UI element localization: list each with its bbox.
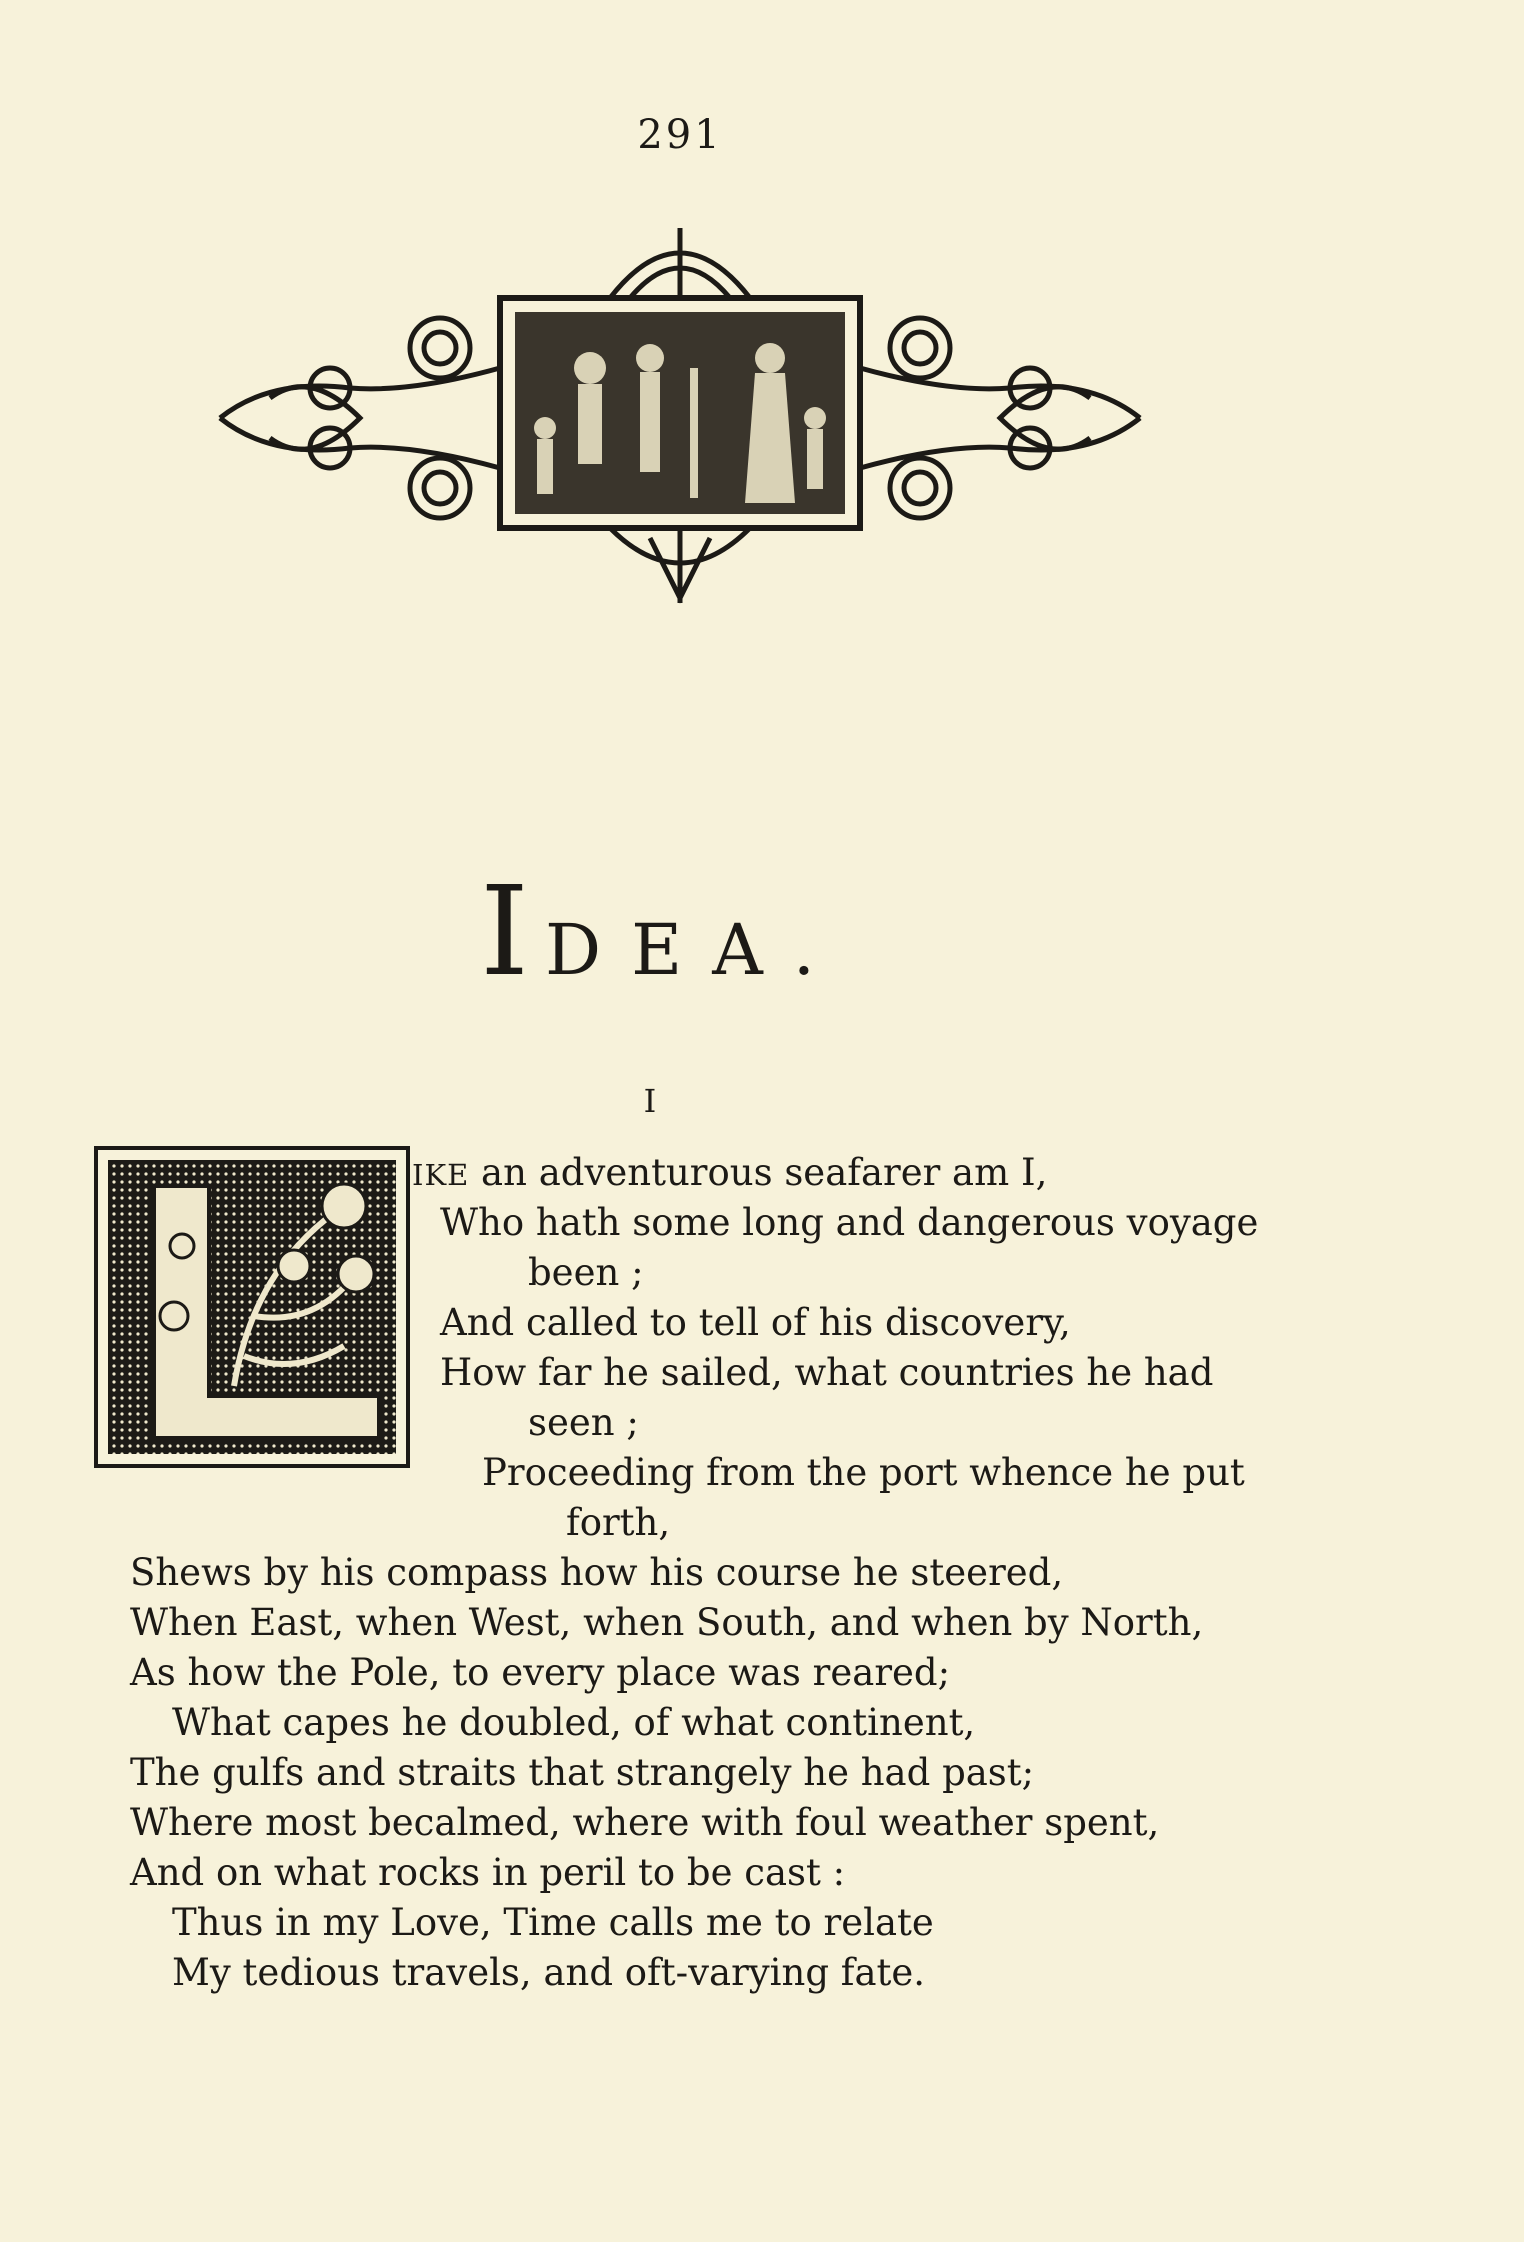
title-rest: DEA. bbox=[544, 909, 846, 991]
sonnet-line-1 bbox=[412, 1151, 1047, 1195]
sonnet-line: Where most becalmed, where with foul weather spent, bbox=[130, 1801, 1160, 1844]
sonnet-line: Thus in my Love, Time calls me to relate bbox=[172, 1901, 934, 1944]
first-line-small-caps: IKE bbox=[412, 1158, 470, 1192]
sonnet-line: My tedious travels, and oft-varying fate. bbox=[172, 1951, 926, 1994]
page-number: 291 bbox=[637, 112, 723, 158]
sonnet-line: When East, when West, when South, and when by North, bbox=[130, 1601, 1204, 1644]
first-line-text: an adventurous seafarer am I, bbox=[469, 1151, 1048, 1194]
sonnet-line: What capes he doubled, of what continent, bbox=[172, 1701, 976, 1744]
sonnet-line: been ; bbox=[528, 1251, 644, 1294]
headpiece-ornament-icon bbox=[210, 218, 1150, 608]
sonnet-line: seen ; bbox=[528, 1401, 639, 1444]
sonnet-line: How far he sailed, what countries he had bbox=[440, 1351, 1214, 1394]
sonnet-line: Proceeding from the port whence he put bbox=[482, 1451, 1245, 1494]
poem-title bbox=[480, 860, 846, 1004]
title-capital: I bbox=[480, 860, 529, 1004]
sonnet-line: And called to tell of his discovery, bbox=[440, 1301, 1071, 1344]
sonnet-line: The gulfs and straits that strangely he had past; bbox=[130, 1751, 1035, 1794]
sonnet-line: forth, bbox=[566, 1501, 671, 1544]
sonnet-line: As how the Pole, to every place was reared; bbox=[130, 1651, 951, 1694]
drop-cap-l-icon bbox=[94, 1146, 410, 1468]
sonnet-line: Who hath some long and dangerous voyage bbox=[440, 1201, 1259, 1244]
section-number: I bbox=[643, 1082, 657, 1120]
sonnet-line: And on what rocks in peril to be cast : bbox=[130, 1851, 846, 1894]
sonnet-line: Shews by his compass how his course he steered, bbox=[130, 1551, 1064, 1594]
